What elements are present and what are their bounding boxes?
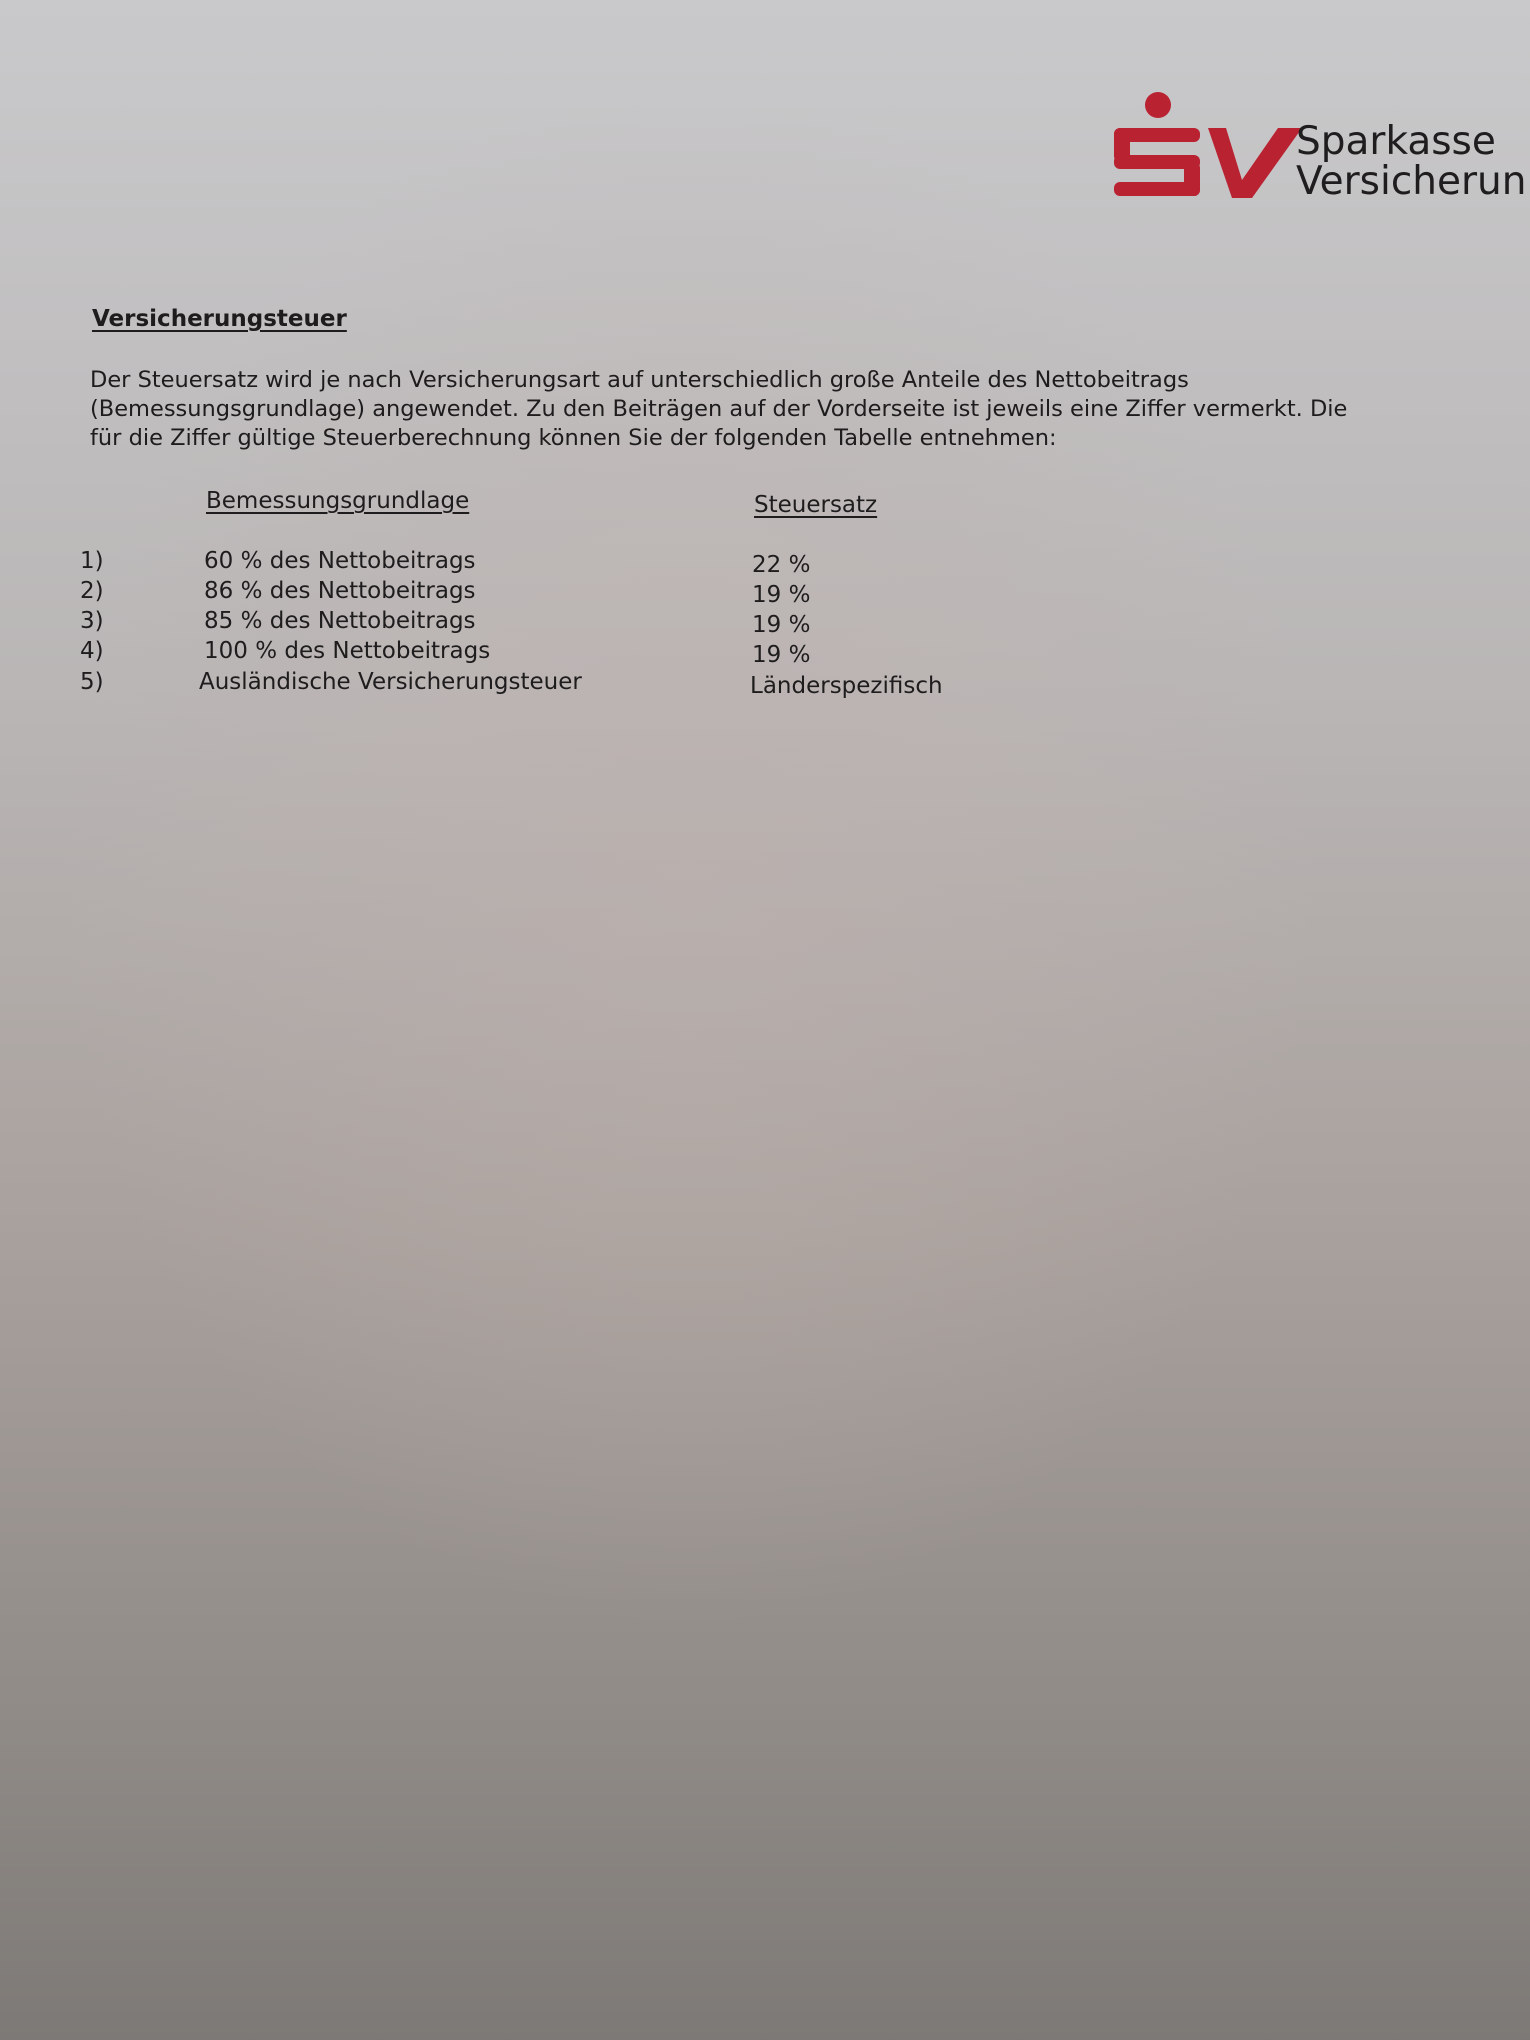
row-rate: 19 % xyxy=(752,582,811,608)
row-number: 2) xyxy=(80,578,104,604)
row-number: 5) xyxy=(80,669,104,695)
row-rate: Länderspezifisch xyxy=(750,673,943,699)
table-row xyxy=(0,667,1100,697)
logo-line-1: Sparkasse xyxy=(1296,119,1496,164)
row-basis: 85 % des Nettobeitrags xyxy=(204,608,476,634)
table-row xyxy=(0,606,1100,636)
logo-s-icon xyxy=(1114,128,1200,196)
row-basis: Ausländische Versicherungsteuer xyxy=(199,669,582,695)
row-basis: 86 % des Nettobeitrags xyxy=(204,578,476,604)
row-rate: 19 % xyxy=(752,642,811,668)
logo-line-2: Versicherun xyxy=(1296,159,1527,204)
logo-text xyxy=(1296,119,1527,204)
column-header-basis: Bemessungsgrundlage xyxy=(206,488,470,514)
column-header-rate: Steuersatz xyxy=(754,492,878,518)
row-basis: 60 % des Nettobeitrags xyxy=(204,548,476,574)
sv-logo xyxy=(1112,92,1530,212)
row-rate: 22 % xyxy=(752,552,811,578)
table-row xyxy=(0,546,1100,576)
row-rate: 19 % xyxy=(752,612,811,638)
intro-line: (Bemessungsgrundlage) angewendet. Zu den Beiträgen auf der Vorderseite ist jeweils eine Ziffer vermerkt. Die xyxy=(90,396,1348,422)
table-row xyxy=(0,576,1100,606)
row-number: 3) xyxy=(80,608,104,634)
logo-v-icon xyxy=(1208,128,1304,198)
row-number: 4) xyxy=(80,638,104,664)
section-heading: Versicherungsteuer xyxy=(92,306,347,332)
row-basis: 100 % des Nettobeitrags xyxy=(204,638,491,664)
intro-paragraph xyxy=(90,366,1490,453)
intro-line: für die Ziffer gültige Steuerberechnung können Sie der folgenden Tabelle entnehmen: xyxy=(90,425,1057,451)
row-number: 1) xyxy=(80,548,104,574)
intro-line: Der Steuersatz wird je nach Versicherungsart auf unterschiedlich große Anteile des Nettobeitrags xyxy=(90,367,1189,393)
logo-dot-icon xyxy=(1145,92,1171,118)
table-row xyxy=(0,636,1100,666)
